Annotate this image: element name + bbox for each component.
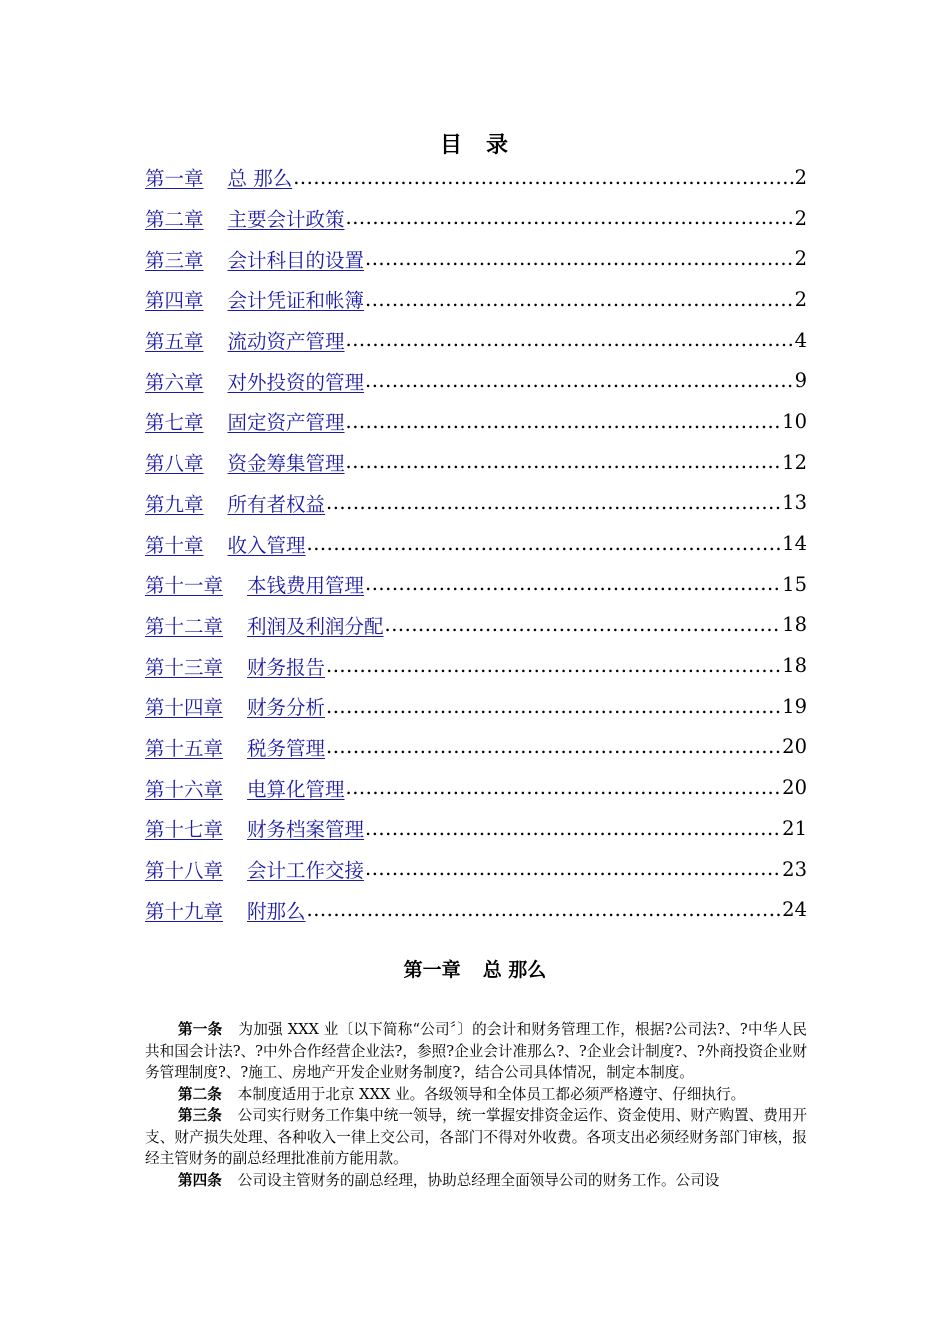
toc-entry-link[interactable] [145,285,364,313]
toc-chapter-title: 会计凭证和帐簿 [227,289,365,313]
toc-chapter-number: 第十一章 [145,574,224,598]
toc-title-char-2: 录 [486,133,511,158]
toc-entry-14[interactable] [145,686,807,727]
toc-page-number: 9 [794,369,807,393]
toc-chapter-title: 本钱费用管理 [247,574,365,598]
toc-entry-6[interactable] [145,360,807,401]
toc-entry-link[interactable] [145,774,345,802]
toc-leader-dots [365,371,794,391]
toc-entry-link[interactable] [145,896,306,924]
toc-chapter-number: 第三章 [145,248,204,272]
article-paragraph [145,1084,807,1106]
toc-leader-dots [307,900,782,920]
toc-page-number: 13 [782,491,807,515]
toc-chapter-title: 电算化管理 [247,777,345,801]
toc-chapter-number: 第七章 [145,411,204,435]
toc-leader-dots [365,290,794,310]
toc-page-number: 21 [782,816,807,840]
toc-page-number: 2 [794,287,807,311]
toc-chapter-number: 第一章 [145,167,204,191]
toc-entry-link[interactable] [145,733,325,761]
toc-title [0,128,950,159]
toc-chapter-title: 流动资产管理 [227,330,345,354]
toc-entry-4[interactable] [145,279,807,320]
toc-entry-3[interactable] [145,238,807,279]
toc-leader-dots [293,168,793,188]
toc-entry-link[interactable] [145,163,292,191]
toc-leader-dots [326,697,781,717]
toc-entry-link[interactable] [145,489,325,517]
toc-entry-link[interactable] [145,570,364,598]
toc-page-number: 24 [782,898,807,922]
toc-page-number: 2 [794,247,807,271]
toc-chapter-title: 收入管理 [227,533,306,557]
toc-entry-5[interactable] [145,320,807,361]
article-label: 第二条 [178,1085,222,1103]
toc-chapter-title: 主要会计政策 [227,208,345,232]
toc-chapter-number: 第十六章 [145,777,224,801]
toc-page-number: 18 [782,654,807,678]
toc-leader-dots [346,778,782,798]
article-label: 第三条 [178,1107,222,1124]
article-text: 公司实行财务工作集中统一领导，统一掌握安排资金运作、资金使用、财产购置、费用开支、财产损失处理、各种收入一律上交公司，各部门不得对外收费。各项支出必须经财务部门审核，报经主管财务的副总经理批准前方能用款。 [145,1107,807,1167]
toc-leader-dots [346,330,794,350]
article-paragraph [145,1019,807,1084]
chapter-number: 第一章 [403,959,461,981]
toc-chapter-title: 附那么 [247,899,306,923]
toc-leader-dots [365,574,781,594]
toc-entry-link[interactable] [145,326,345,354]
toc-chapter-number: 第八章 [145,452,204,476]
toc-chapter-title: 税务管理 [247,736,326,760]
toc-leader-dots [346,208,794,228]
toc-chapter-number: 第十二章 [145,614,224,638]
toc-page-number: 15 [782,572,807,596]
toc-entry-2[interactable] [145,198,807,239]
toc-entry-16[interactable] [145,767,807,808]
toc-page-number: 20 [782,735,807,759]
toc-page-number: 18 [782,613,807,637]
toc-entry-9[interactable] [145,483,807,524]
article-text: 公司设主管财务的副总经理，协助总经理全面领导公司的财务工作。公司设 [237,1171,720,1189]
chapter-body [145,1019,807,1191]
toc-entry-10[interactable] [145,523,807,564]
article-paragraph [145,1170,807,1192]
toc-page-number: 2 [794,206,807,230]
toc-entry-link[interactable] [145,652,325,680]
toc-leader-dots [365,859,781,879]
toc-entry-link[interactable] [145,367,364,395]
table-of-contents [145,157,807,930]
toc-chapter-number: 第五章 [145,330,204,354]
toc-leader-dots [365,249,794,269]
toc-leader-dots [385,615,782,635]
toc-chapter-title: 总 那么 [227,167,293,191]
toc-chapter-number: 第十五章 [145,736,224,760]
toc-chapter-title: 会计科目的设置 [227,248,365,272]
toc-chapter-number: 第十九章 [145,899,224,923]
chapter-heading [0,955,950,982]
toc-entry-link[interactable] [145,611,384,639]
toc-chapter-title: 财务分析 [247,696,326,720]
article-label: 第一条 [178,1021,223,1038]
toc-page-number: 2 [794,165,807,189]
article-text: 为加强 XXX 业〔以下简称“公司〞〕的会计和财务管理工作，根据?公司法?、?中华人民共和国会计法?、?中外合作经营企业法?，参照?企业会计准那么?、?企业会计制度?、?外商投资企业财务管理制度?、?施工、房地产开发企业财务制度?，结合公司具体情况，制定本制度。 [145,1021,807,1081]
article-paragraph [145,1105,807,1170]
toc-entry-link[interactable] [145,204,345,232]
toc-entry-link[interactable] [145,245,364,273]
toc-entry-18[interactable] [145,849,807,890]
toc-entry-11[interactable] [145,564,807,605]
toc-page-number: 23 [782,857,807,881]
toc-chapter-number: 第六章 [145,370,204,394]
toc-leader-dots [346,452,782,472]
toc-chapter-title: 利润及利润分配 [247,614,384,638]
toc-entry-link[interactable] [145,448,345,476]
toc-entry-link[interactable] [145,855,364,883]
toc-chapter-number: 第十四章 [145,696,224,720]
toc-chapter-title: 所有者权益 [227,492,326,516]
toc-chapter-number: 第十章 [145,533,204,557]
toc-chapter-title: 会计工作交接 [247,859,365,883]
chapter-title: 总 那么 [482,959,547,981]
toc-entry-link[interactable] [145,530,306,558]
toc-page-number: 4 [794,328,807,352]
toc-chapter-number: 第十七章 [145,818,224,842]
toc-page-number: 19 [782,694,807,718]
toc-entry-7[interactable] [145,401,807,442]
toc-page-number: 10 [782,409,807,433]
toc-entry-15[interactable] [145,727,807,768]
toc-chapter-number: 第二章 [145,208,204,232]
toc-chapter-number: 第十八章 [145,859,224,883]
toc-chapter-number: 第九章 [145,492,204,516]
toc-chapter-title: 财务报告 [247,655,326,679]
toc-chapter-title: 对外投资的管理 [227,370,365,394]
toc-entry-1[interactable] [145,157,807,198]
toc-page-number: 12 [782,450,807,474]
toc-chapter-title: 固定资产管理 [227,411,345,435]
toc-entry-link[interactable] [145,814,364,842]
toc-entry-8[interactable] [145,442,807,483]
toc-page-number: 20 [782,776,807,800]
toc-leader-dots [326,656,781,676]
toc-chapter-title: 资金筹集管理 [227,452,345,476]
toc-leader-dots [346,412,782,432]
toc-entry-link[interactable] [145,407,345,435]
toc-entry-12[interactable] [145,605,807,646]
toc-entry-link[interactable] [145,692,325,720]
article-label: 第四条 [178,1171,222,1189]
toc-leader-dots [307,534,782,554]
toc-leader-dots [365,819,781,839]
toc-entry-17[interactable] [145,808,807,849]
toc-chapter-title: 财务档案管理 [247,818,365,842]
toc-title-char-1: 目 [439,133,464,158]
toc-entry-13[interactable] [145,645,807,686]
toc-leader-dots [326,493,781,513]
toc-chapter-number: 第十三章 [145,655,224,679]
toc-leader-dots [326,737,781,757]
toc-entry-19[interactable] [145,889,807,930]
toc-page-number: 14 [782,532,807,556]
toc-chapter-number: 第四章 [145,289,204,313]
article-text: 本制度适用于北京 XXX 业。各级领导和全体员工都必须严格遵守、仔细执行。 [237,1085,746,1103]
